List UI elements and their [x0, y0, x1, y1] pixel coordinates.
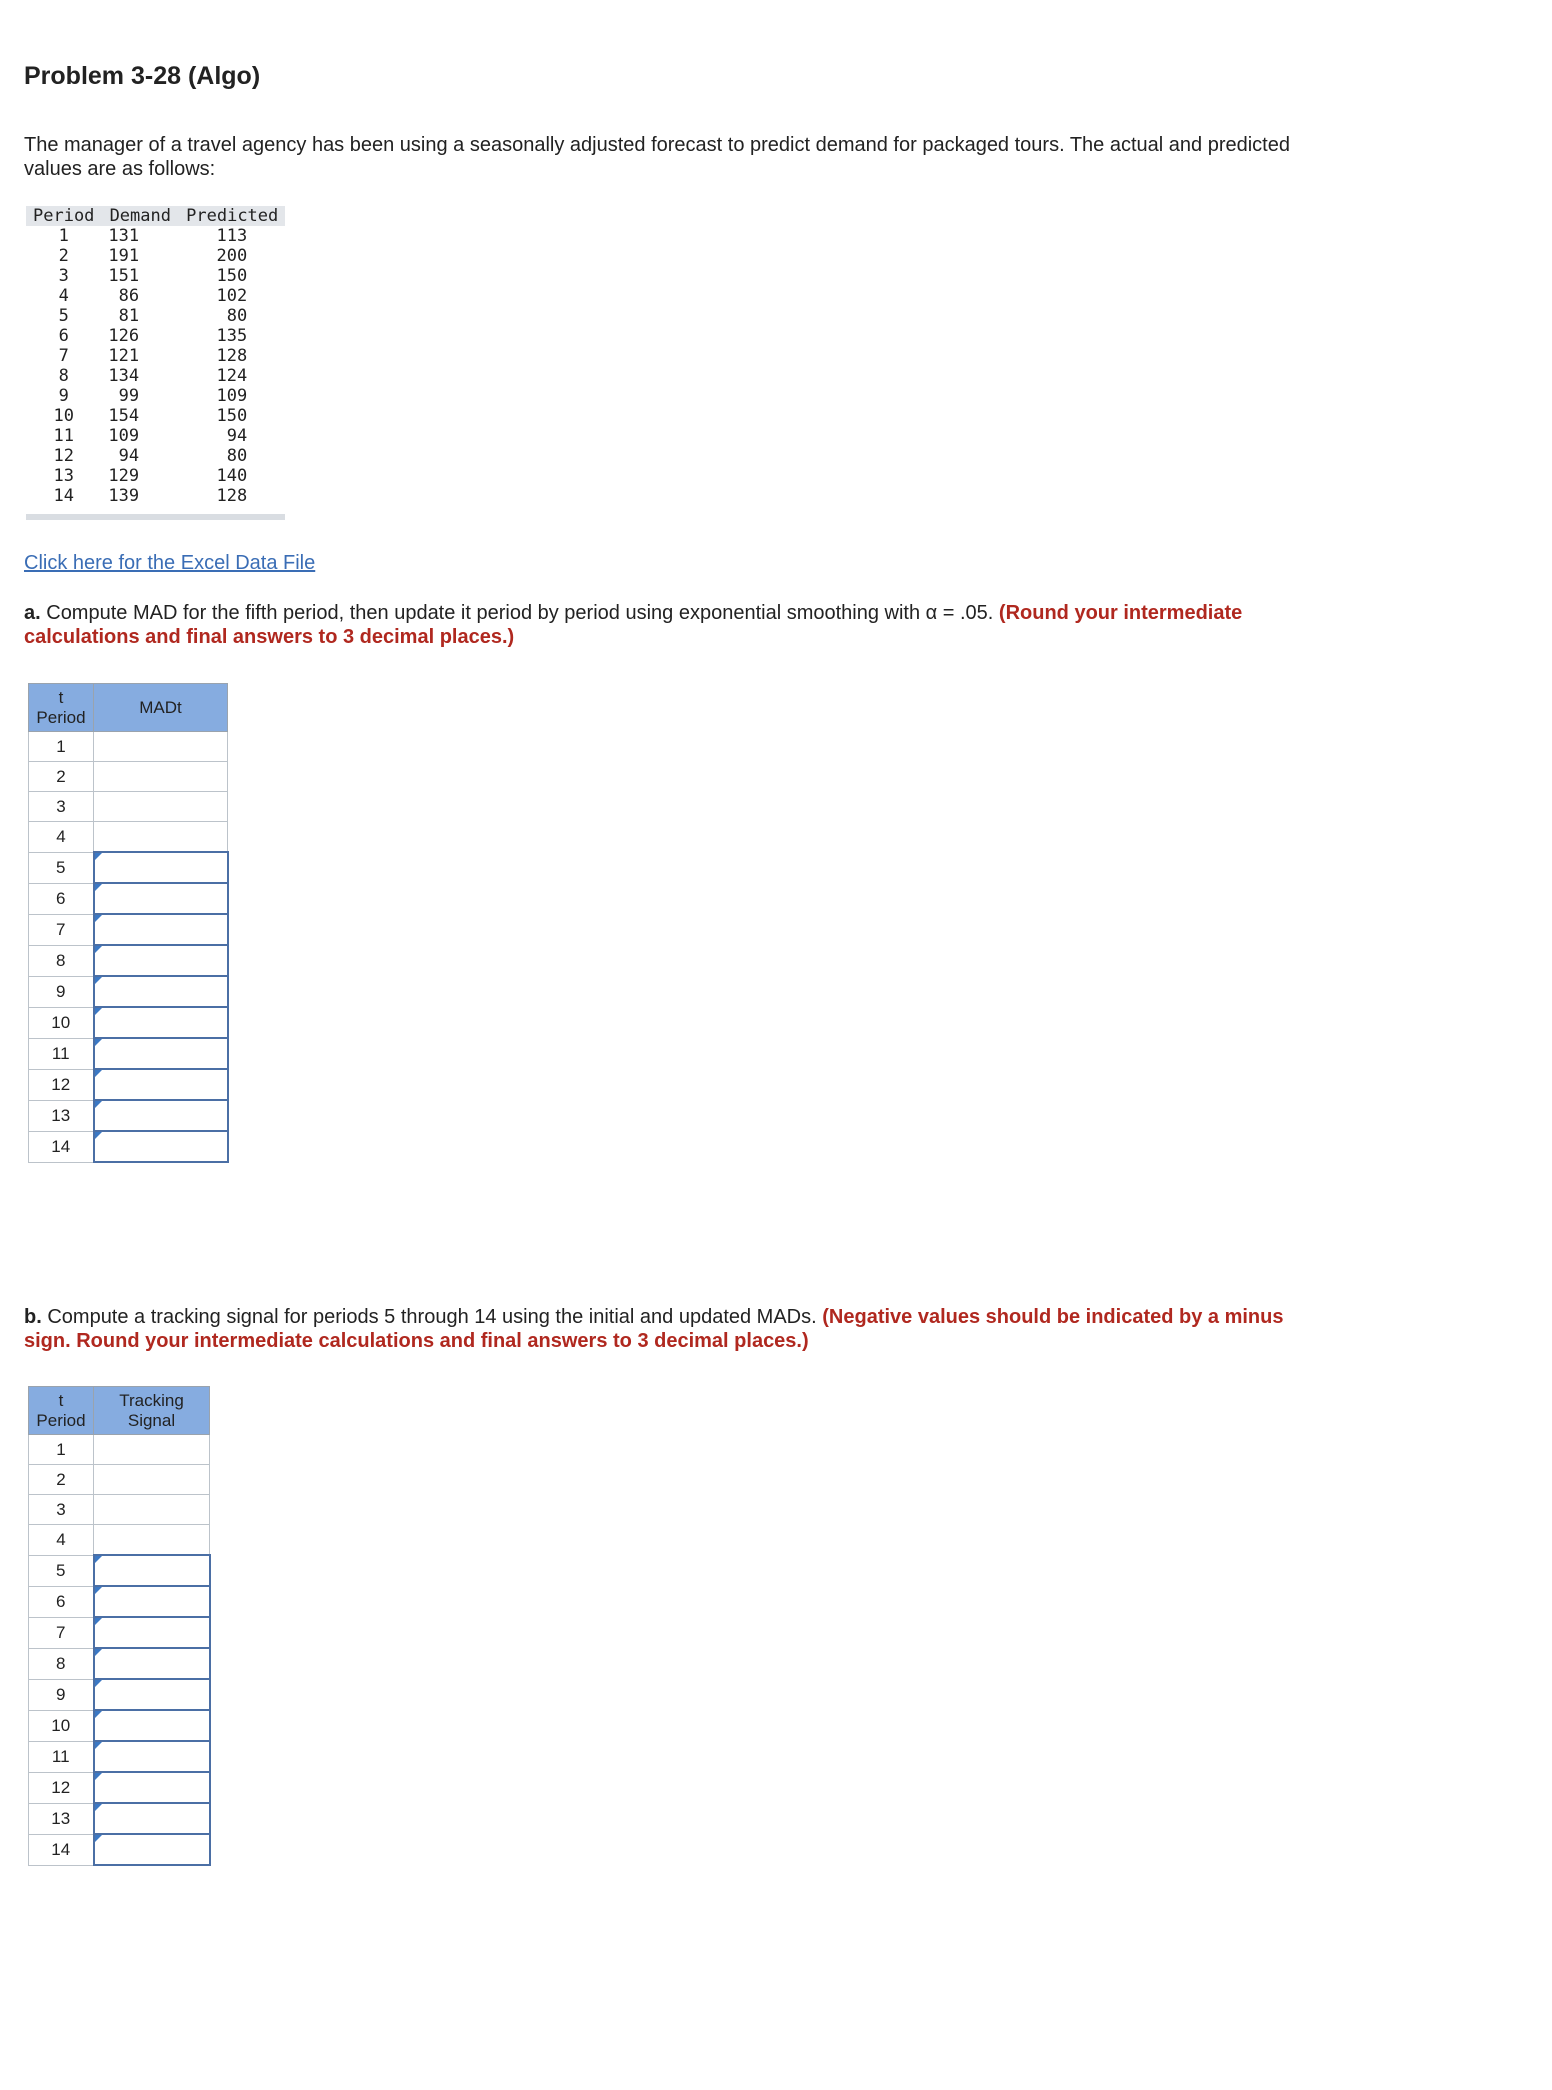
- tracking-value-cell[interactable]: [94, 1772, 210, 1803]
- tracking-header-value: [94, 1387, 210, 1435]
- excel-data-file-link[interactable]: Click here for the Excel Data File: [24, 552, 316, 574]
- mad-value-cell: [94, 822, 228, 853]
- cell-demand: 94: [118, 446, 140, 466]
- mad-value-cell[interactable]: [94, 914, 228, 945]
- mad-value-cell[interactable]: [94, 883, 228, 914]
- problem-title: Problem 3-28 (Algo): [24, 62, 261, 90]
- mad-value-cell[interactable]: [94, 945, 228, 976]
- tracking-value-cell: [94, 1495, 210, 1525]
- mad-row: [29, 883, 228, 914]
- cell-demand: 99: [118, 386, 140, 406]
- mad-period: 13: [29, 1100, 94, 1131]
- cell-period: 3: [58, 266, 69, 286]
- cell-demand: 121: [108, 346, 140, 366]
- tracking-row: [29, 1710, 210, 1741]
- cell-predicted: 102: [216, 286, 248, 306]
- cell-period: 14: [53, 486, 74, 506]
- question-b-label: b.: [24, 1306, 42, 1328]
- tracking-input-period-13[interactable]: [95, 1804, 209, 1833]
- data-table: [26, 206, 285, 520]
- tracking-table-header: [29, 1387, 210, 1435]
- mad-period: 3: [29, 792, 94, 822]
- tracking-header-period: [29, 1387, 94, 1435]
- cell-predicted: 135: [216, 326, 248, 346]
- mad-period: 7: [29, 914, 94, 945]
- tracking-value-cell[interactable]: [94, 1679, 210, 1710]
- tracking-value-cell: [94, 1525, 210, 1556]
- cell-predicted: 150: [216, 406, 248, 426]
- tracking-period: 8: [29, 1648, 94, 1679]
- header-demand: Demand: [101, 206, 179, 226]
- mad-period: 10: [29, 1007, 94, 1038]
- mad-period: 4: [29, 822, 94, 853]
- tracking-period: 1: [29, 1435, 94, 1465]
- mad-header-period-label: Period: [36, 707, 86, 727]
- cell-demand: 109: [108, 426, 140, 446]
- tracking-period: 9: [29, 1679, 94, 1710]
- cell-demand: 134: [108, 366, 140, 386]
- tracking-period: 7: [29, 1617, 94, 1648]
- question-a: [24, 601, 1314, 649]
- tracking-period: 11: [29, 1741, 94, 1772]
- question-a-text: Compute MAD for the fifth period, then update it period by period using exponential smoothing with α = .05.: [40, 602, 999, 624]
- mad-period: 14: [29, 1131, 94, 1162]
- cell-demand: 81: [118, 306, 140, 326]
- cell-predicted: 113: [216, 226, 248, 246]
- mad-row: [29, 914, 228, 945]
- header-predicted: Predicted: [179, 206, 285, 226]
- cell-demand: 191: [108, 246, 140, 266]
- data-table-row: [26, 326, 285, 346]
- mad-value-cell[interactable]: [94, 1069, 228, 1100]
- mad-value-cell[interactable]: [94, 1131, 228, 1162]
- cell-predicted: 200: [216, 246, 248, 266]
- question-b-note: (Negative values should be indicated by a minus sign. Round your intermediate calculations and final answers to 3 decimal places.): [24, 1306, 1284, 1352]
- mad-input-period-11[interactable]: [95, 1039, 227, 1068]
- tracking-value-cell[interactable]: [94, 1710, 210, 1741]
- tracking-header-t: t: [58, 1390, 64, 1410]
- mad-table: [28, 683, 229, 1163]
- tracking-value-cell: [94, 1435, 210, 1465]
- mad-row: [29, 1007, 228, 1038]
- mad-row: [29, 792, 228, 822]
- header-period: Period: [26, 206, 101, 226]
- tracking-input-period-10[interactable]: [95, 1711, 209, 1740]
- tracking-row: [29, 1495, 210, 1525]
- mad-period: 12: [29, 1069, 94, 1100]
- tracking-period: 13: [29, 1803, 94, 1834]
- cell-period: 2: [58, 246, 69, 266]
- cell-period: 1: [58, 226, 69, 246]
- mad-value-cell[interactable]: [94, 1038, 228, 1069]
- mad-value-cell: [94, 732, 228, 762]
- problem-intro: The manager of a travel agency has been using a seasonally adjusted forecast to predict demand for packaged tours. The actual and predicted values are as follows:: [24, 134, 1290, 180]
- mad-value-cell: [94, 792, 228, 822]
- tracking-period: 10: [29, 1710, 94, 1741]
- mad-input-period-6[interactable]: [95, 884, 227, 913]
- cell-predicted: 128: [216, 486, 248, 506]
- mad-input-period-14[interactable]: [95, 1132, 227, 1161]
- mad-row: [29, 1069, 228, 1100]
- data-table-row: [26, 246, 285, 266]
- cell-predicted: 128: [216, 346, 248, 366]
- cell-predicted: 109: [216, 386, 248, 406]
- tracking-row: [29, 1617, 210, 1648]
- mad-value-cell[interactable]: [94, 1100, 228, 1131]
- mad-period: 2: [29, 762, 94, 792]
- tracking-period: 12: [29, 1772, 94, 1803]
- mad-period: 6: [29, 883, 94, 914]
- cell-demand: 126: [108, 326, 140, 346]
- mad-period: 9: [29, 976, 94, 1007]
- mad-period: 11: [29, 1038, 94, 1069]
- tracking-row: [29, 1834, 210, 1865]
- tracking-row: [29, 1465, 210, 1495]
- tracking-value-cell[interactable]: [94, 1648, 210, 1679]
- mad-input-period-9[interactable]: [95, 977, 227, 1006]
- tracking-value-cell[interactable]: [94, 1834, 210, 1865]
- cell-demand: 151: [108, 266, 140, 286]
- cell-predicted: 150: [216, 266, 248, 286]
- data-table-row: [26, 386, 285, 406]
- tracking-input-period-8[interactable]: [95, 1649, 209, 1678]
- mad-period: 1: [29, 732, 94, 762]
- data-table-row: [26, 286, 285, 306]
- tracking-row: [29, 1586, 210, 1617]
- mad-input-period-13[interactable]: [95, 1101, 227, 1130]
- tracking-period: 5: [29, 1555, 94, 1586]
- data-table-header: [26, 206, 285, 226]
- tracking-row: [29, 1679, 210, 1710]
- cell-demand: 139: [108, 486, 140, 506]
- tracking-input-period-7[interactable]: [95, 1618, 209, 1647]
- data-table-row: [26, 226, 285, 246]
- mad-header-t: t: [58, 687, 64, 707]
- mad-row: [29, 945, 228, 976]
- mad-value-cell[interactable]: [94, 1007, 228, 1038]
- mad-value-cell[interactable]: [94, 976, 228, 1007]
- cell-period: 6: [58, 326, 69, 346]
- mad-value-cell[interactable]: [94, 852, 228, 883]
- tracking-value-cell[interactable]: [94, 1803, 210, 1834]
- tracking-row: [29, 1555, 210, 1586]
- tracking-value-cell[interactable]: [94, 1555, 210, 1586]
- cell-demand: 154: [108, 406, 140, 426]
- mad-value-cell: [94, 762, 228, 792]
- tracking-period: 3: [29, 1495, 94, 1525]
- tracking-period: 14: [29, 1834, 94, 1865]
- question-b: [24, 1305, 1314, 1353]
- tracking-header-value-1: Tracking: [119, 1390, 184, 1410]
- mad-row: [29, 976, 228, 1007]
- tracking-row: [29, 1741, 210, 1772]
- data-table-row: [26, 486, 285, 506]
- tracking-input-period-6[interactable]: [95, 1587, 209, 1616]
- data-table-row: [26, 266, 285, 286]
- cell-period: 10: [53, 406, 74, 426]
- cell-period: 11: [53, 426, 74, 446]
- mad-input-period-5[interactable]: [95, 853, 227, 882]
- mad-header-value: MADt: [94, 684, 228, 732]
- tracking-value-cell[interactable]: [94, 1586, 210, 1617]
- mad-row: [29, 852, 228, 883]
- mad-table-header: [29, 684, 228, 732]
- mad-row: [29, 732, 228, 762]
- mad-row: [29, 1131, 228, 1162]
- question-a-note: (Round your intermediate calculations and final answers to 3 decimal places.): [24, 602, 1243, 648]
- data-table-row: [26, 306, 285, 326]
- tracking-value-cell[interactable]: [94, 1741, 210, 1772]
- cell-demand: 129: [108, 466, 140, 486]
- mad-input-period-7[interactable]: [95, 915, 227, 944]
- tracking-row: [29, 1803, 210, 1834]
- tracking-signal-table: [28, 1386, 211, 1866]
- tracking-value-cell: [94, 1465, 210, 1495]
- question-a-label: a.: [24, 602, 41, 624]
- tracking-period: 6: [29, 1586, 94, 1617]
- cell-predicted: 124: [216, 366, 248, 386]
- mad-row: [29, 1100, 228, 1131]
- cell-period: 13: [53, 466, 74, 486]
- cell-period: 5: [58, 306, 69, 326]
- tracking-row: [29, 1525, 210, 1556]
- tracking-period: 4: [29, 1525, 94, 1556]
- tracking-row: [29, 1648, 210, 1679]
- cell-predicted: 94: [226, 426, 248, 446]
- tracking-period: 2: [29, 1465, 94, 1495]
- question-b-text: Compute a tracking signal for periods 5 through 14 using the initial and updated MADs.: [41, 1306, 823, 1328]
- tracking-header-value-2: Signal: [127, 1410, 176, 1430]
- data-table-row: [26, 346, 285, 366]
- tracking-row: [29, 1435, 210, 1465]
- cell-demand: 86: [118, 286, 140, 306]
- data-table-row: [26, 446, 285, 466]
- tracking-value-cell[interactable]: [94, 1617, 210, 1648]
- data-table-row: [26, 466, 285, 486]
- cell-demand: 131: [108, 226, 140, 246]
- mad-row: [29, 822, 228, 853]
- cell-predicted: 80: [226, 306, 248, 326]
- tracking-row: [29, 1772, 210, 1803]
- tracking-input-period-14[interactable]: [95, 1835, 209, 1864]
- mad-input-period-12[interactable]: [95, 1070, 227, 1099]
- cell-period: 4: [58, 286, 69, 306]
- tracking-input-period-11[interactable]: [95, 1742, 209, 1771]
- cell-period: 9: [58, 386, 69, 406]
- cell-period: 12: [53, 446, 74, 466]
- mad-row: [29, 762, 228, 792]
- tracking-header-period-label: Period: [36, 1410, 86, 1430]
- data-table-row: [26, 406, 285, 426]
- tracking-input-period-5[interactable]: [95, 1556, 209, 1585]
- tracking-input-period-12[interactable]: [95, 1773, 209, 1802]
- data-table-row: [26, 366, 285, 386]
- cell-period: 7: [58, 346, 69, 366]
- data-table-row: [26, 426, 285, 446]
- mad-input-period-8[interactable]: [95, 946, 227, 975]
- cell-period: 8: [58, 366, 69, 386]
- mad-input-period-10[interactable]: [95, 1008, 227, 1037]
- mad-row: [29, 1038, 228, 1069]
- cell-predicted: 80: [226, 446, 248, 466]
- data-table-scrollbar: [26, 514, 285, 520]
- mad-header-period: [29, 684, 94, 732]
- mad-period: 5: [29, 852, 94, 883]
- mad-period: 8: [29, 945, 94, 976]
- tracking-input-period-9[interactable]: [95, 1680, 209, 1709]
- cell-predicted: 140: [216, 466, 248, 486]
